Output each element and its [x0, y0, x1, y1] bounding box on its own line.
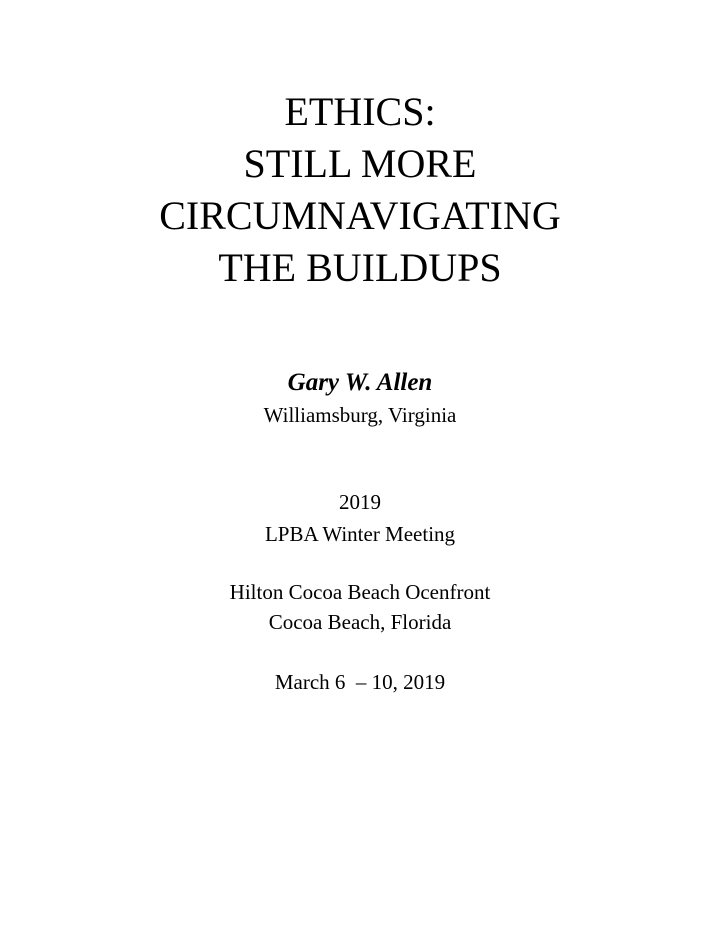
event-meeting: LPBA Winter Meeting [264, 522, 456, 546]
event-city: Cocoa Beach, Florida [268, 610, 452, 634]
author-location: Williamsburg, Virginia [263, 403, 457, 427]
event-venue: Hilton Cocoa Beach Ocenfront [229, 580, 491, 604]
title-line-2: STILL MORE [243, 141, 477, 186]
event-dates: March 6 – 10, 2019 [274, 670, 446, 694]
event-year: 2019 [339, 490, 381, 514]
title-line-1: ETHICS: [284, 89, 436, 134]
document-title [0, 86, 720, 294]
title-line-3: CIRCUMNAVIGATING [159, 193, 561, 238]
author-name: Gary W. Allen [287, 369, 433, 396]
title-line-4: THE BUILDUPS [218, 245, 502, 290]
